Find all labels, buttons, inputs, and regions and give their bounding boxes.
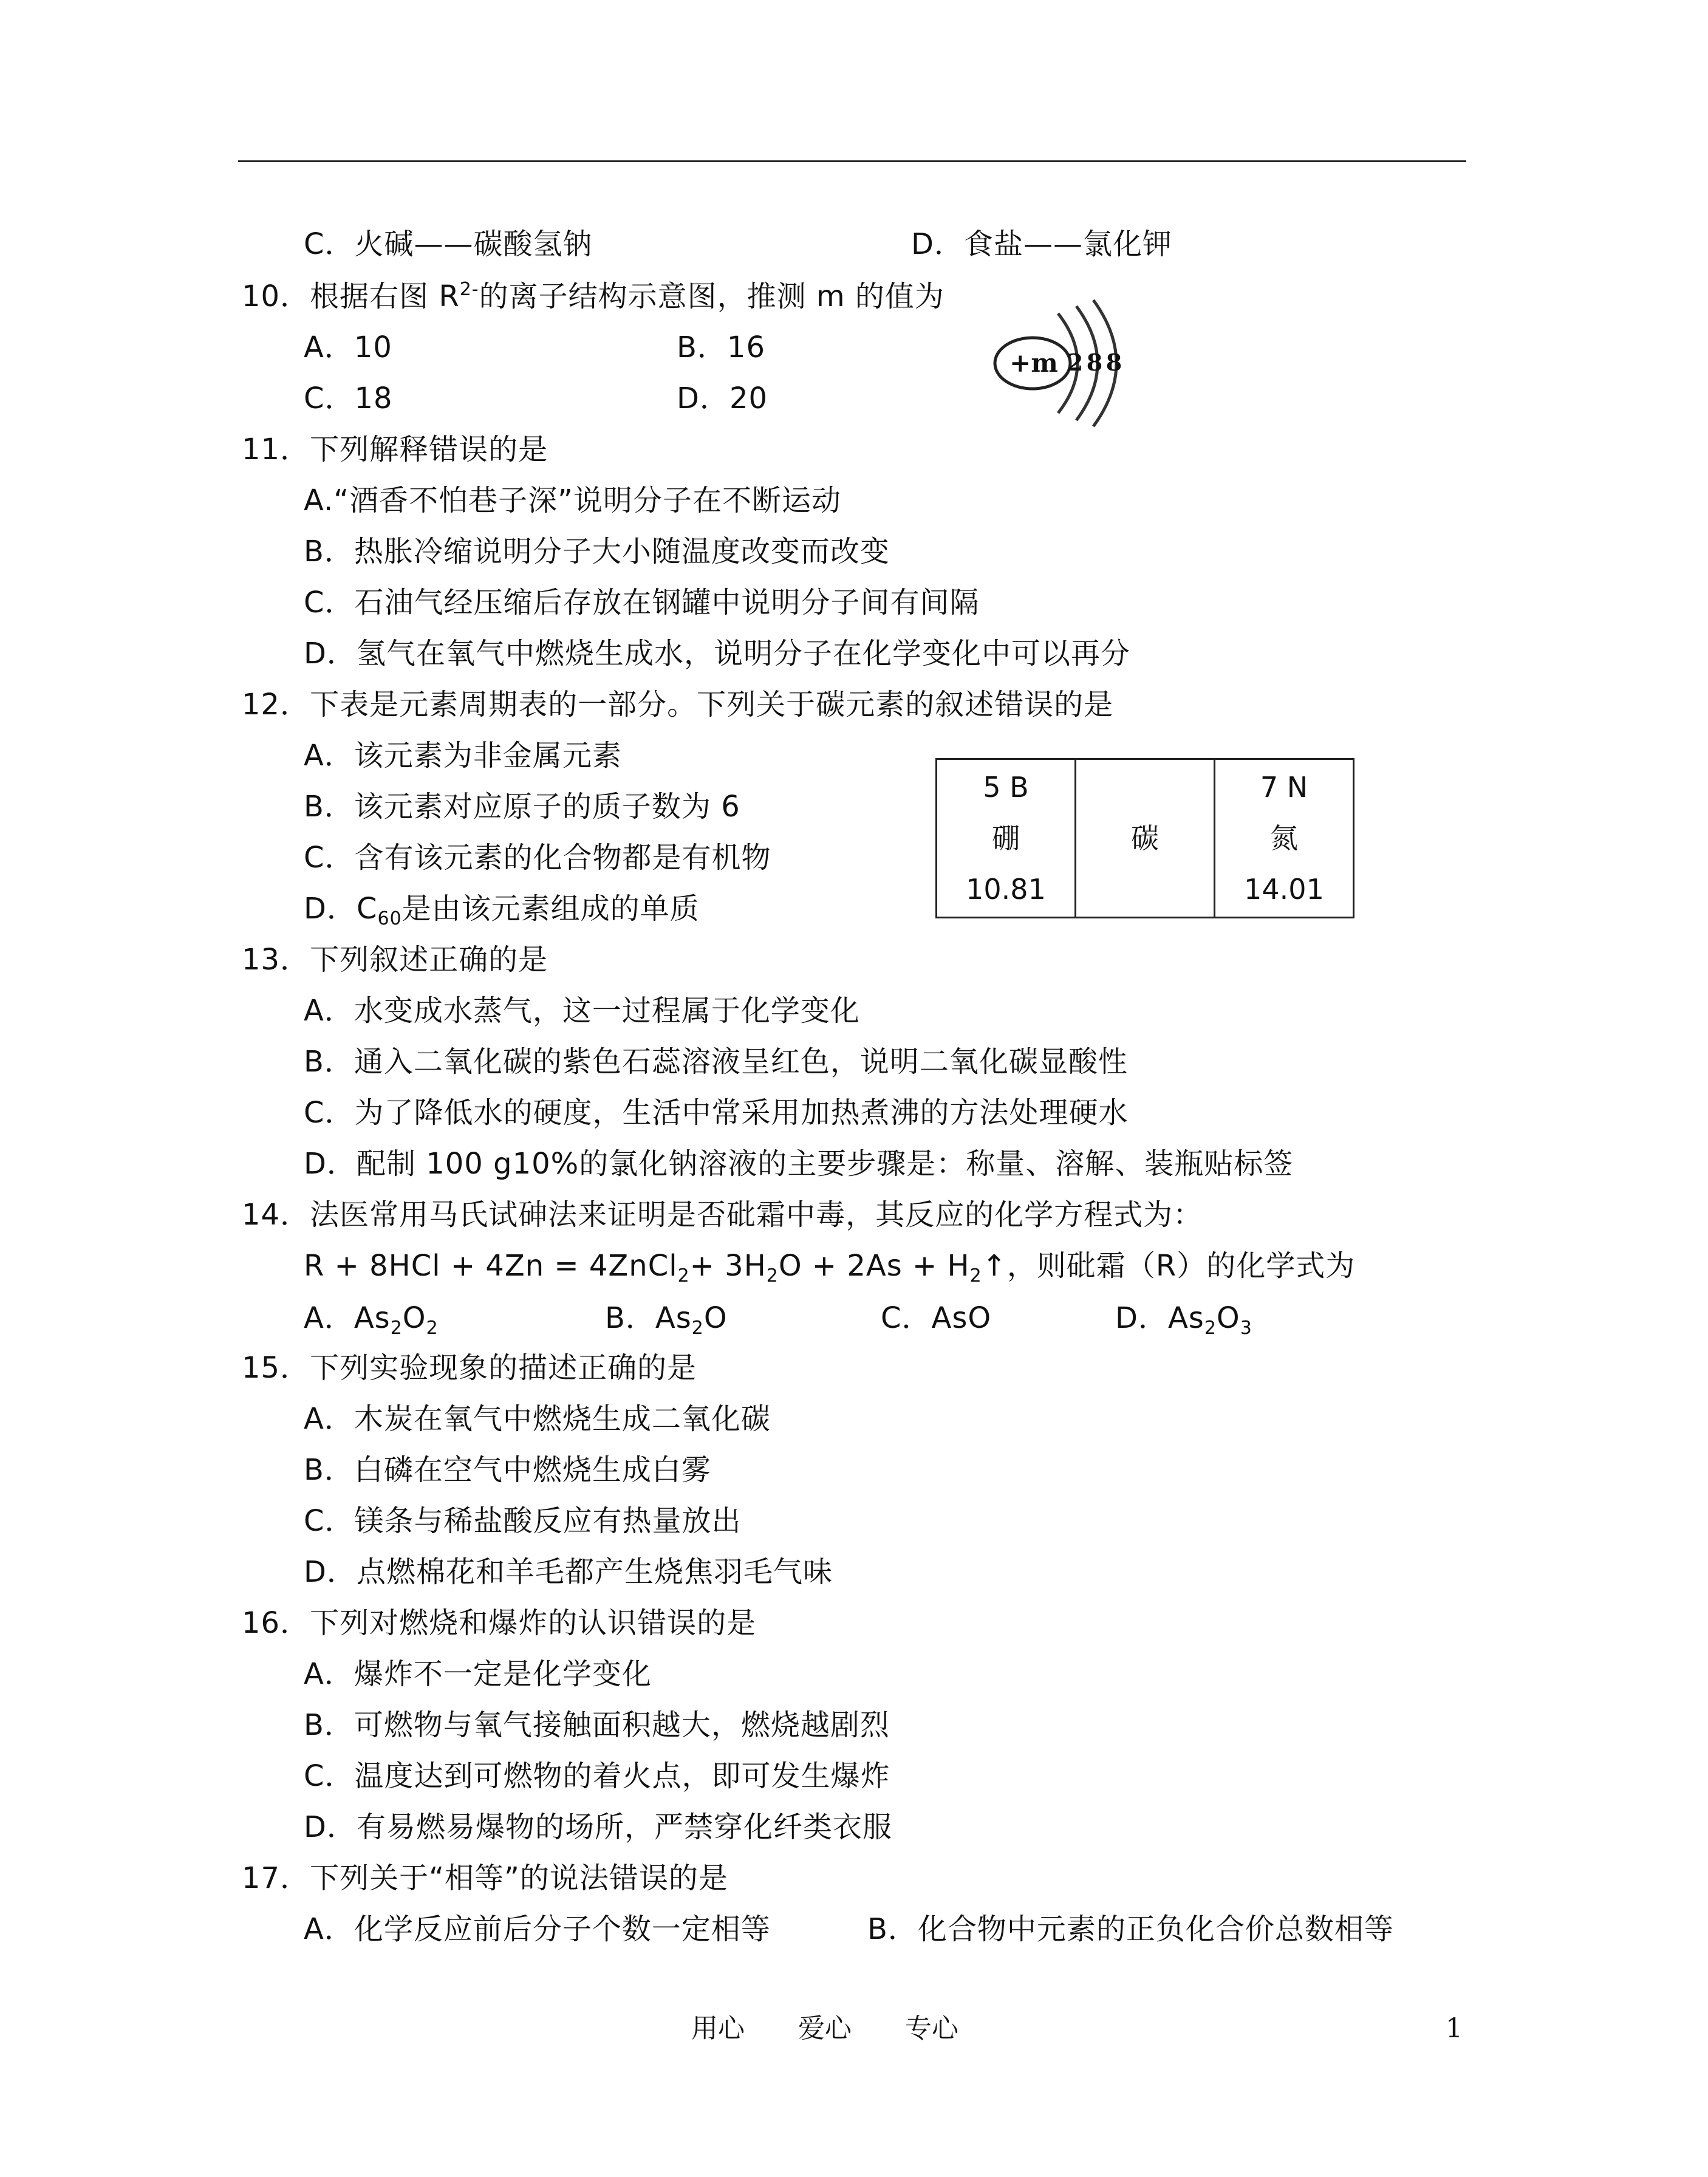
question-16-option-a: A．爆炸不一定是化学变化 bbox=[304, 1657, 652, 1691]
option-c: C．火碱——碳酸氢钠 bbox=[304, 227, 593, 261]
question-11-stem: 11．下列解释错误的是 bbox=[242, 432, 548, 466]
question-16-option-b: B．可燃物与氧气接触面积越大，燃烧越剧烈 bbox=[304, 1708, 890, 1742]
question-14-option-a: A．$As_2O_2$ bbox=[304, 1301, 439, 1339]
question-14-option-b: B．$As_2O$ bbox=[605, 1301, 728, 1339]
question-17-option-a: A．化学反应前后分子个数一定相等 bbox=[304, 1912, 771, 1946]
question-10-option-a: A．10 bbox=[304, 330, 392, 364]
question-13-option-d: D．配制 100 g10%的氯化钠溶液的主要步骤是：称量、溶解、装瓶贴标签 bbox=[304, 1147, 1294, 1181]
question-13-option-c: C．为了降低水的硬度，生活中常采用加热煮沸的方法处理硬水 bbox=[304, 1096, 1129, 1130]
question-10-option-c: C．18 bbox=[304, 381, 393, 415]
header-rule bbox=[238, 160, 1466, 162]
question-11-option-d: D．氢气在氧气中燃烧生成水，说明分子在化学变化中可以再分 bbox=[304, 637, 1130, 671]
element-mass: 14.01 bbox=[1244, 873, 1324, 906]
question-15-stem: 15．下列实验现象的描述正确的是 bbox=[242, 1351, 697, 1385]
ion-structure-diagram bbox=[990, 289, 1148, 435]
page-number: 1 bbox=[1446, 2013, 1463, 2044]
footer-text-mid: 爱心 bbox=[798, 2013, 852, 2044]
question-16-option-c: C．温度达到可燃物的着火点，即可发生爆炸 bbox=[304, 1759, 890, 1793]
question-16-option-d: D．有易燃易爆物的场所，严禁穿化纤类衣服 bbox=[304, 1810, 892, 1844]
element-mass: 10.81 bbox=[966, 873, 1046, 906]
question-12-option-d: D．$C_{60}$是由该元素组成的单质 bbox=[304, 892, 700, 929]
footer-text-left: 用心 bbox=[691, 2013, 745, 2044]
question-12-option-b: B．该元素对应原子的质子数为 6 bbox=[304, 790, 740, 824]
element-cell-boron bbox=[937, 759, 1076, 918]
element-name: 碳 bbox=[1131, 822, 1159, 855]
periodic-table-fragment bbox=[935, 758, 1354, 918]
question-14-option-d: D．$As_2O_3$ bbox=[1115, 1301, 1252, 1339]
footer-text-right: 专心 bbox=[905, 2013, 958, 2044]
question-12-stem: 12．下表是元素周期表的一部分。下列关于碳元素的叙述错误的是 bbox=[242, 688, 1114, 722]
question-15-option-b: B．白磷在空气中燃烧生成白雾 bbox=[304, 1453, 711, 1487]
question-14-equation: R + 8HCl + 4Zn = 4ZnCl$_2$+ $3H_2O + 2As$ + $H_2↑$，则砒霜（R）的化学式为 bbox=[304, 1249, 1356, 1287]
nucleus-label: +m bbox=[1009, 348, 1058, 378]
question-15-option-d: D．点燃棉花和羊毛都产生烧焦羽毛气味 bbox=[304, 1555, 833, 1589]
question-11-option-a: A.“酒香不怕巷子深”说明分子在不断运动 bbox=[304, 484, 841, 518]
question-14-stem: 14．法医常用马氏试砷法来证明是否砒霜中毒，其反应的化学方程式为： bbox=[242, 1198, 1203, 1232]
element-cell-carbon bbox=[1076, 759, 1215, 918]
element-number-symbol: 5 B bbox=[983, 771, 1029, 804]
shell-2-count: 8 bbox=[1086, 349, 1103, 376]
question-11-option-b: B．热胀冷缩说明分子大小随温度改变而改变 bbox=[304, 535, 890, 569]
element-number-symbol: 7 N bbox=[1260, 771, 1308, 804]
question-17-stem: 17．下列关于“相等”的说法错误的是 bbox=[242, 1861, 728, 1895]
element-cell-nitrogen bbox=[1215, 759, 1354, 918]
element-name: 硼 bbox=[992, 822, 1020, 855]
question-10-option-d: D．20 bbox=[677, 381, 768, 415]
shell-1-count: 2 bbox=[1067, 349, 1084, 376]
question-16-stem: 16．下列对燃烧和爆炸的认识错误的是 bbox=[242, 1606, 757, 1640]
shell-3-count: 8 bbox=[1105, 349, 1122, 376]
question-11-option-c: C．石油气经压缩后存放在钢罐中说明分子间有间隔 bbox=[304, 586, 980, 620]
question-13-option-a: A．水变成水蒸气，这一过程属于化学变化 bbox=[304, 994, 860, 1028]
question-13-stem: 13．下列叙述正确的是 bbox=[242, 943, 548, 977]
question-14-option-c: C．AsO bbox=[881, 1301, 992, 1335]
question-13-option-b: B．通入二氧化碳的紫色石蕊溶液呈红色，说明二氧化碳显酸性 bbox=[304, 1045, 1128, 1079]
question-15-option-a: A．木炭在氧气中燃烧生成二氧化碳 bbox=[304, 1402, 771, 1436]
question-10-option-b: B．16 bbox=[677, 330, 766, 364]
question-10-stem: 10．根据右图 $R^{2-}$的离子结构示意图，推测 m 的值为 bbox=[242, 279, 945, 313]
question-12-option-c: C．含有该元素的化合物都是有机物 bbox=[304, 841, 771, 875]
question-12-option-a: A．该元素为非金属元素 bbox=[304, 739, 622, 773]
option-d: D．食盐——氯化钾 bbox=[911, 227, 1172, 261]
element-name: 氮 bbox=[1270, 822, 1298, 855]
question-17-option-b: B．化合物中元素的正负化合价总数相等 bbox=[867, 1912, 1394, 1946]
question-15-option-c: C．镁条与稀盐酸反应有热量放出 bbox=[304, 1504, 742, 1538]
